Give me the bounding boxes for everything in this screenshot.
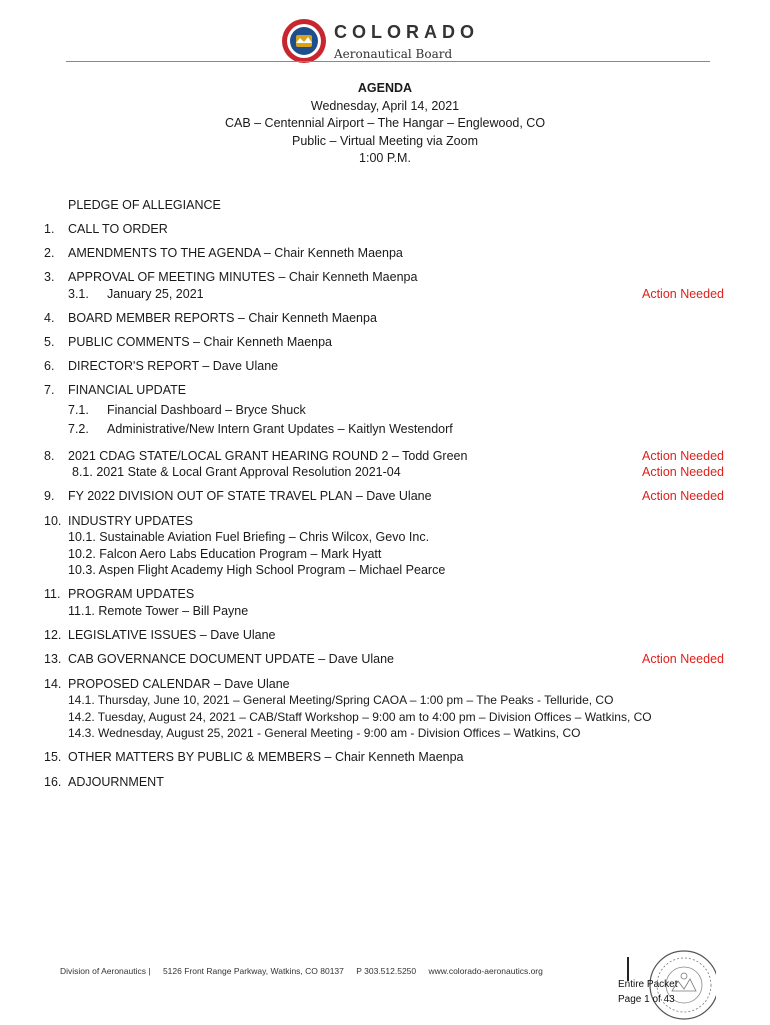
agenda-item: FY 2022 DIVISION OUT OF STATE TRAVEL PLAN – Dave Ulane	[68, 489, 432, 503]
footer-phone: P 303.512.5250	[356, 966, 417, 976]
meeting-time: 1:00 P.M.	[359, 151, 411, 165]
agenda-item: BOARD MEMBER REPORTS – Chair Kenneth Maenpa	[68, 311, 377, 325]
agenda-item: APPROVAL OF MEETING MINUTES – Chair Kenneth Maenpa	[68, 270, 418, 284]
header-divider	[66, 61, 710, 62]
item-number: 15.	[44, 750, 62, 764]
agenda-item: ADJOURNMENT	[68, 775, 164, 789]
item-number: 7.	[44, 383, 55, 397]
sub-item: 10.3. Aspen Flight Academy High School Program – Michael Pearce	[68, 563, 446, 577]
agenda-heading: AGENDA	[357, 81, 413, 95]
sub-item-number: 7.1.	[68, 403, 89, 417]
item-number: 6.	[44, 359, 55, 373]
agenda-item: 2021 CDAG STATE/LOCAL GRANT HEARING ROUND 2 – Todd Green	[68, 449, 468, 463]
item-number: 1.	[44, 222, 55, 236]
item-number: 13.	[44, 652, 62, 666]
item-number: 12.	[44, 628, 62, 642]
agenda-item: FINANCIAL UPDATE	[68, 383, 187, 397]
action-needed-badge: Action Needed	[641, 652, 724, 666]
org-name: COLORADO	[334, 22, 479, 42]
item-number: 14.	[44, 677, 62, 691]
agenda-item: OTHER MATTERS BY PUBLIC & MEMBERS – Chair Kenneth Maenpa	[68, 750, 464, 764]
agenda-item: PROGRAM UPDATES	[68, 587, 195, 601]
sub-item: January 25, 2021	[107, 287, 204, 301]
item-number: 3.	[44, 270, 55, 284]
sub-item: 14.3. Wednesday, August 25, 2021 - General Meeting - 9:00 am - Division Offices – Watkins, CO	[68, 726, 581, 740]
footer-contact	[60, 966, 553, 976]
footer-address: 5126 Front Range Parkway, Watkins, CO 80137	[162, 966, 344, 976]
pledge: PLEDGE OF ALLEGIANCE	[68, 198, 221, 212]
agenda-item: DIRECTOR'S REPORT – Dave Ulane	[68, 359, 279, 373]
action-needed-badge: Action Needed	[641, 489, 724, 503]
action-needed-badge: Action Needed	[641, 449, 724, 463]
sub-item: 10.1. Sustainable Aviation Fuel Briefing – Chris Wilcox, Gevo Inc.	[68, 530, 430, 544]
meeting-location: CAB – Centennial Airport – The Hangar – Englewood, CO	[224, 116, 546, 130]
sub-item: 10.2. Falcon Aero Labs Education Program – Mark Hyatt	[68, 547, 382, 561]
item-number: 16.	[44, 775, 62, 789]
action-needed-badge: Action Needed	[641, 465, 724, 479]
agenda-item: AMENDMENTS TO THE AGENDA – Chair Kenneth Maenpa	[68, 246, 403, 260]
agenda-item: CALL TO ORDER	[68, 222, 168, 236]
item-number: 5.	[44, 335, 55, 349]
meeting-date: Wednesday, April 14, 2021	[310, 98, 460, 113]
agenda-item: PROPOSED CALENDAR – Dave Ulane	[68, 677, 290, 691]
footer-org: Division of Aeronautics |	[60, 966, 151, 976]
agenda-item: INDUSTRY UPDATES	[68, 514, 194, 528]
item-number: 9.	[44, 489, 55, 503]
title-block	[0, 80, 770, 168]
item-number: 10.	[44, 514, 62, 528]
meeting-format: Public – Virtual Meeting via Zoom	[292, 133, 478, 148]
sub-item: 14.1. Thursday, June 10, 2021 – General Meeting/Spring CAOA – 1:00 pm – The Peaks - Telluride, CO	[68, 693, 614, 707]
sub-item: 11.1. Remote Tower – Bill Payne	[68, 604, 249, 618]
page-number: Page 1 of 43	[618, 994, 675, 1005]
agenda-item: PUBLIC COMMENTS – Chair Kenneth Maenpa	[68, 335, 332, 349]
sub-item: Financial Dashboard – Bryce Shuck	[107, 403, 306, 417]
org-sub: Aeronautical Board	[334, 47, 453, 61]
sub-item-number: 3.1.	[68, 287, 89, 301]
agenda-item: LEGISLATIVE ISSUES – Dave Ulane	[68, 628, 276, 642]
sub-item: 8.1. 2021 State & Local Grant Approval Resolution 2021-04	[72, 465, 401, 479]
item-number: 4.	[44, 311, 55, 325]
packet-info	[618, 977, 677, 1007]
item-number: 11.	[44, 587, 61, 601]
agenda-item: CAB GOVERNANCE DOCUMENT UPDATE – Dave Ulane	[68, 652, 395, 666]
packet-label: Entire Packet	[618, 979, 678, 990]
colorado-seal-icon	[281, 18, 327, 64]
item-number: 2.	[44, 246, 55, 260]
footer-web: www.colorado-aeronautics.org	[428, 966, 543, 976]
action-needed-badge: Action Needed	[641, 287, 724, 301]
sub-item-number: 7.2.	[68, 422, 89, 436]
item-number: 8.	[44, 449, 55, 463]
sub-item: 14.2. Tuesday, August 24, 2021 – CAB/Staff Workshop – 9:00 am to 4:00 pm – Division Offices – Watkins, CO	[68, 710, 652, 724]
sub-item: Administrative/New Intern Grant Updates – Kaitlyn Westendorf	[107, 422, 453, 436]
